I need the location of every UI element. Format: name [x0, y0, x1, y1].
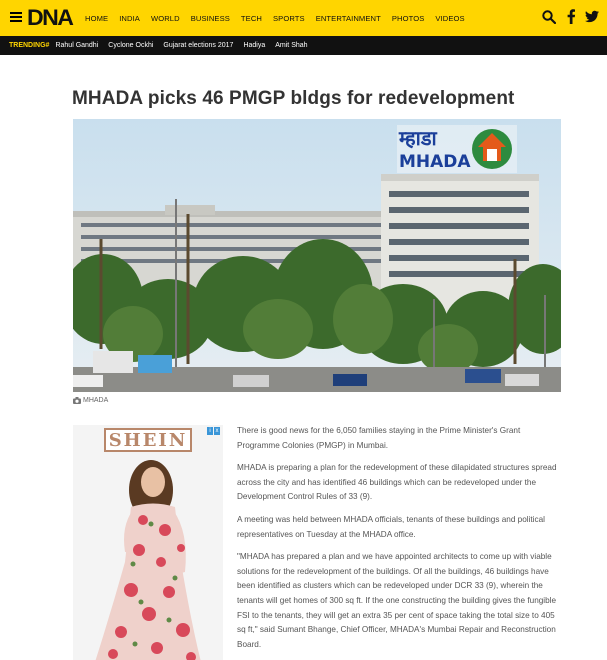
menu-icon[interactable] [10, 12, 22, 22]
trending-item[interactable]: Rahul Gandhi [55, 42, 99, 49]
facebook-icon[interactable] [566, 9, 576, 24]
main-nav [85, 0, 476, 36]
trending-label: TRENDING# [9, 42, 50, 49]
nav-tech[interactable]: TECH [240, 13, 262, 23]
mhada-building-photo [73, 119, 561, 392]
image-credit-text: MHADA [83, 397, 109, 404]
nav-entertainment[interactable]: ENTERTAINMENT [315, 13, 381, 23]
twitter-icon[interactable] [585, 10, 599, 23]
advertisement[interactable] [73, 425, 223, 660]
ad-brand-text: SHEIN [108, 429, 188, 451]
ad-brand-logo [104, 428, 192, 452]
article-paragraph: There is good news for the 6,050 families staying in the Prime Minister's Grant Programme Colonies (PMGP) in Mumbai. [237, 426, 521, 450]
article-hero-image[interactable] [73, 119, 561, 392]
trending-item[interactable]: Cyclone Ockhi [108, 42, 154, 49]
trending-item[interactable]: Amit Shah [275, 42, 308, 49]
image-credit [73, 397, 108, 404]
trending-bar [0, 36, 607, 55]
sign-english: MHADA [399, 152, 471, 172]
ad-info-icon[interactable]: i [207, 427, 213, 435]
top-header [0, 0, 607, 36]
article-paragraph: A meeting was held between MHADA officials, tenants of these buildings and political representatives on Tuesday at the MHADA office. [237, 514, 545, 539]
nav-world[interactable]: WORLD [150, 13, 180, 23]
article-paragraph: "MHADA has prepared a plan and we have appointed architects to come up with viable solutions for the redevelopment of the buildings. Of all the buildings, 46 buildings have been identified as clusters which can be redeveloped under DCR 33 (9), wherein the tenants will get homes of 300 sq ft. If the one constructing the building gives the fungible FSI to the tenants, they will get an extra 35 per cent of space taking the total size to 405 sq ft," said Sumant Bhange, Chief Officer, MHADA's Mumbai Repair and Reconstruction Board. [237, 552, 557, 649]
nav-home[interactable]: HOME [85, 13, 109, 23]
camera-icon [73, 397, 81, 404]
article-headline: MHADA picks 46 PMGP bldgs for redevelopment [72, 88, 515, 109]
nav-india[interactable]: INDIA [119, 13, 140, 23]
trending-item[interactable]: Hadiya [243, 42, 266, 49]
nav-photos[interactable]: PHOTOS [391, 13, 425, 23]
search-icon[interactable] [542, 10, 556, 24]
ad-choices[interactable] [207, 427, 221, 435]
nav-business[interactable]: BUSINESS [190, 13, 230, 23]
nav-sports[interactable]: SPORTS [273, 13, 305, 23]
article-body [237, 424, 557, 660]
nav-videos[interactable]: VIDEOS [435, 13, 465, 23]
site-logo[interactable]: DNA [27, 5, 73, 30]
ad-model-image [73, 452, 223, 660]
sign-marathi: म्हाडा [399, 126, 437, 150]
trending-item[interactable]: Gujarat elections 2017 [163, 42, 234, 49]
ad-close-icon[interactable]: x [215, 428, 219, 434]
article-paragraph: MHADA is preparing a plan for the redevelopment of these dilapidated structures spread across the city and has identified 46 buildings which can be redeveloped under the Development Control Rules of 33 (9). [237, 463, 557, 502]
